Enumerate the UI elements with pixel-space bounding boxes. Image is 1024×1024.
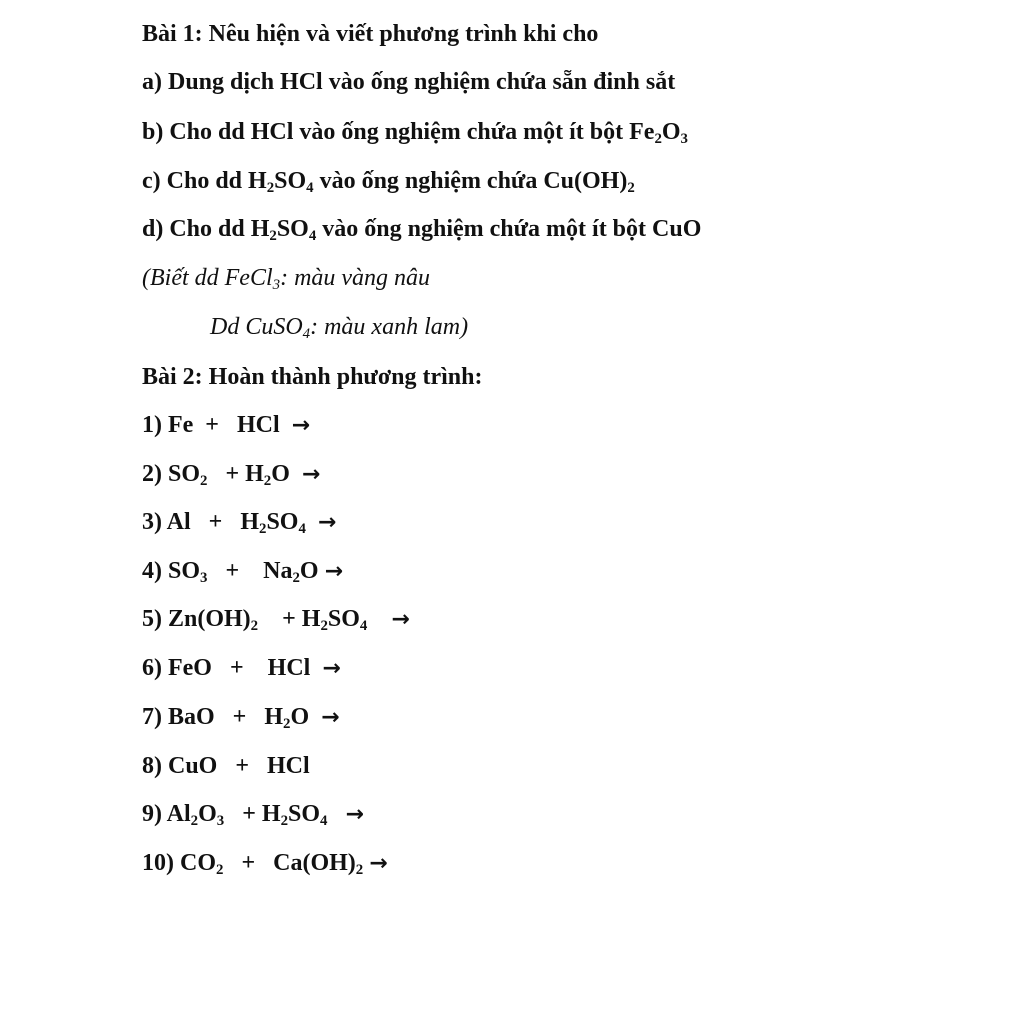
- note-1-suffix: : màu vàng nâu: [280, 265, 431, 291]
- item-c-text-middle: vào ống nghiệm chứa Cu(OH): [313, 168, 628, 194]
- arrow-icon: →: [322, 656, 341, 681]
- equation-3: 3) $Al + H_2SO_4$ →: [142, 509, 337, 538]
- arrow-icon: →: [301, 462, 321, 487]
- equation-2: 2) $SO_2 + H_2O$ →: [142, 461, 321, 490]
- arrow-icon: →: [391, 607, 410, 632]
- arrow-icon: →: [369, 851, 388, 876]
- item-c-text-start: c) Cho dd H: [142, 168, 267, 194]
- exercise-1-item-a: a) Dung dịch HCl vào ống nghiệm chứa sẵn đinh sắt: [142, 69, 676, 95]
- arrow-icon: →: [324, 559, 344, 584]
- note-line-2: Dd CuSO$_4$: màu xanh lam): [210, 314, 469, 343]
- item-d-text-end: vào ống nghiệm chứa một ít bột CuO: [316, 216, 702, 242]
- note-line-1: (Biết dd FeCl$_3$: màu vàng nâu: [142, 265, 431, 294]
- equation-8: 8) CuO + HCl: [142, 753, 310, 779]
- equation-4: 4) $SO_3$ + $Na_2O$ →: [142, 558, 344, 587]
- item-b-text: b) Cho dd HCl vào ống nghiệm chứa một ít bột Fe: [142, 119, 655, 145]
- arrow-icon: →: [345, 802, 364, 827]
- equation-10: 10) $CO_2 + Ca(OH)_2$ →: [142, 850, 388, 879]
- note-2-suffix: : màu xanh lam): [310, 314, 469, 340]
- note-1-text: (Biết dd FeCl: [142, 265, 273, 291]
- equation-7: 7) BaO + $H_2O$ →: [142, 704, 340, 733]
- arrow-icon: →: [291, 413, 311, 438]
- exercise-1-item-b: b) Cho dd HCl vào ống nghiệm chứa một ít bột $Fe_2O_3$: [142, 119, 688, 148]
- arrow-icon: →: [317, 510, 337, 535]
- exercise-1-title: Bài 1: Nêu hiện và viết phương trình khi cho: [142, 21, 599, 47]
- equation-6: 6) FeO + HCl →: [142, 653, 341, 683]
- exercise-1-item-c: c) Cho dd $H_2SO_4$ vào ống nghiệm chứa $Cu(OH)_2$: [142, 168, 635, 197]
- note-2-text: Dd CuSO: [210, 314, 303, 340]
- exercise-1-item-d: d) Cho dd $H_2SO_4$ vào ống nghiệm chứa một ít bột CuO: [142, 216, 702, 245]
- arrow-icon: →: [321, 705, 340, 730]
- exercise-2-title: Bài 2: Hoàn thành phương trình:: [142, 364, 483, 390]
- item-d-text-start: d) Cho dd H: [142, 216, 270, 242]
- equation-5: 5) $Zn(OH)_2$ + $H_2SO_4$ →: [142, 606, 410, 635]
- equation-1: 1) Fe + HCl →: [142, 410, 310, 440]
- equation-9: 9) $Al_2O_3 + H_2SO_4$ →: [142, 801, 364, 830]
